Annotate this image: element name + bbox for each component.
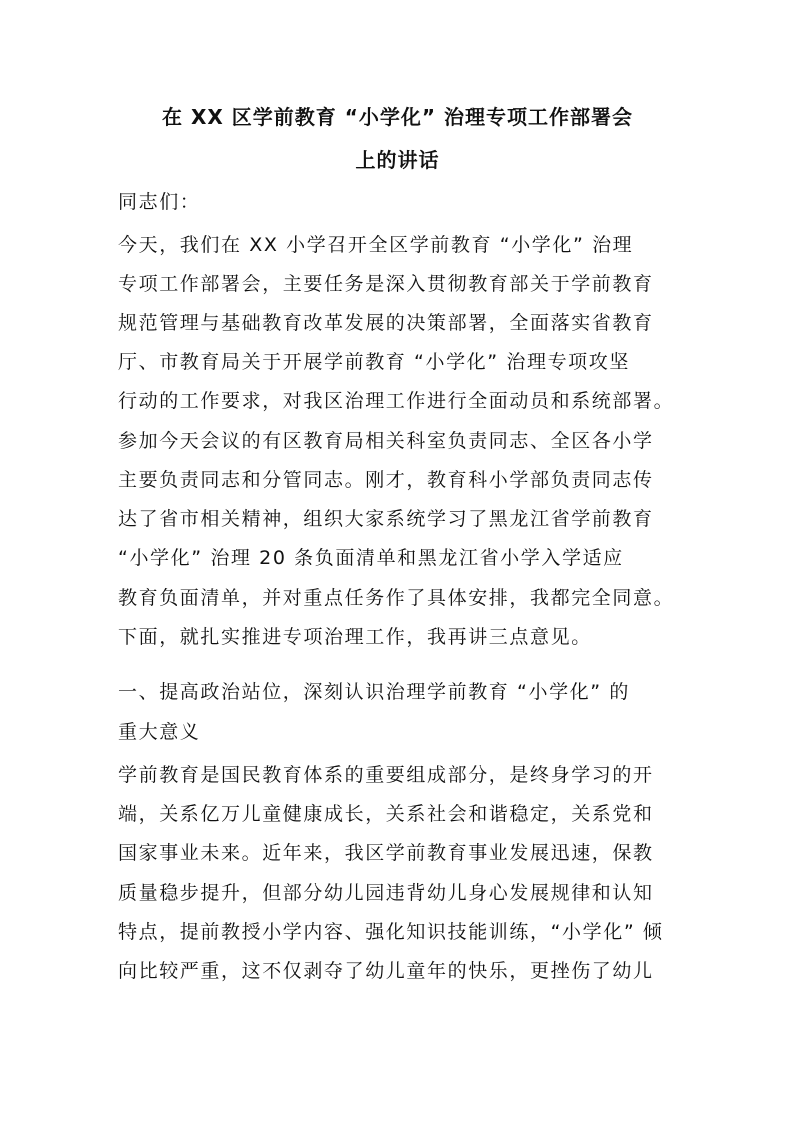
salutation: 同志们： <box>118 191 201 213</box>
body-line: 下面，就扎实推进专项治理工作，我再讲三点意见。 <box>118 626 592 648</box>
body-line: 质量稳步提升，但部分幼儿园违背幼儿身心发展规律和认知 <box>118 882 654 904</box>
document-title-line-2: 上的讲话 <box>355 148 440 172</box>
body-line: 参加今天会议的有区教育局相关科室负责同志、全区各小学 <box>118 430 654 452</box>
body-line: 主要负责同志和分管同志。刚才，教育科小学部负责同志传 <box>118 469 654 491</box>
section-heading-line: 重大意义 <box>118 721 201 743</box>
body-line: 向比较严重，这不仅剥夺了幼儿童年的快乐，更挫伤了幼儿 <box>118 960 654 982</box>
section-heading-line: 一、提高政治站位，深刻认识治理学前教育 “小学化” 的 <box>118 681 630 703</box>
document-title-line-1: 在 XX 区学前教育 “小学化” 治理专项工作部署会 <box>162 105 633 129</box>
body-line: “小学化” 治理 20 条负面清单和黑龙江省小学入学适应 <box>118 547 624 569</box>
body-line: 学前教育是国民教育体系的重要组成部分，是终身学习的开 <box>118 764 654 786</box>
body-line: 教育负面清单，并对重点任务作了具体安排，我都完全同意。 <box>118 587 675 609</box>
body-line: 今天，我们在 XX 小学召开全区学前教育 “小学化” 治理 <box>118 234 634 256</box>
body-line: 国家事业未来。近年来，我区学前教育事业发展迅速，保教 <box>118 842 654 864</box>
body-line: 厅、市教育局关于开展学前教育 “小学化” 治理专项攻坚 <box>118 351 630 373</box>
body-line: 专项工作部署会，主要任务是深入贯彻教育部关于学前教育 <box>118 273 654 295</box>
body-line: 行动的工作要求，对我区治理工作进行全面动员和系统部署。 <box>118 390 675 412</box>
body-line: 特点，提前教授小学内容、强化知识技能训练，“小学化” 倾 <box>118 921 664 943</box>
body-line: 端，关系亿万儿童健康成长，关系社会和谐稳定，关系党和 <box>118 803 654 825</box>
body-line: 达了省市相关精神，组织大家系统学习了黑龙江省学前教育 <box>118 508 654 530</box>
body-line: 规范管理与基础教育改革发展的决策部署，全面落实省教育 <box>118 312 654 334</box>
